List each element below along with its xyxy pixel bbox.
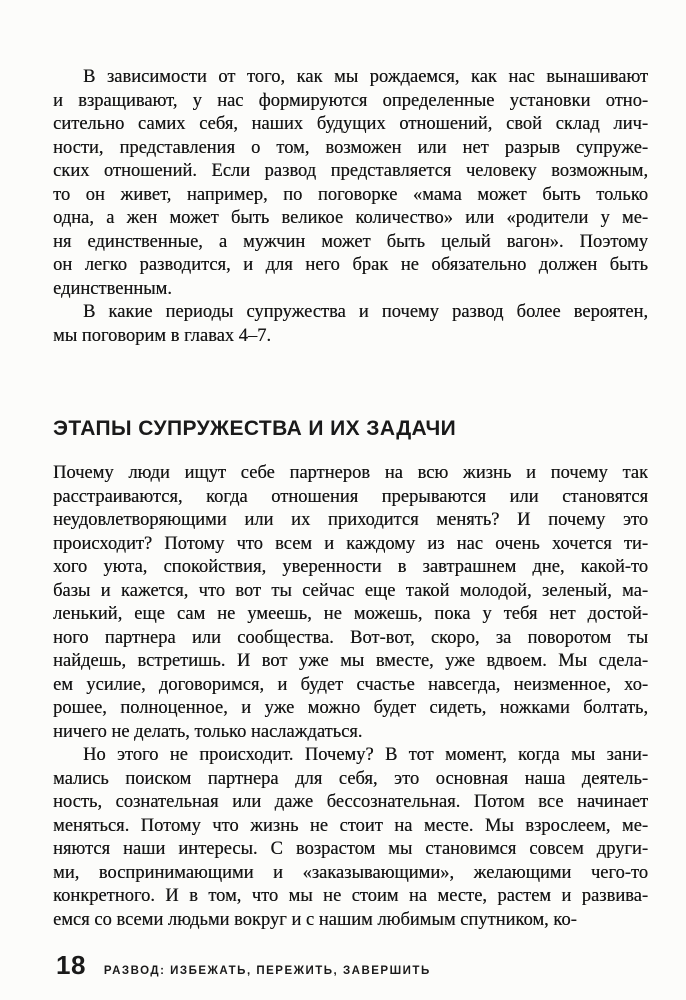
text-line: расстраиваются, когда отношения прерываются или становятся	[53, 486, 648, 507]
text-line: происходит? Потому что всем и каждому из нас очень хочется ти-	[53, 533, 648, 554]
section-heading: ЭТАПЫ СУПРУЖЕСТВА И ИХ ЗАДАЧИ	[53, 417, 457, 440]
text-line: одна, а жен может быть великое количество» или «родители у ме-	[53, 208, 648, 228]
text-line: В зависимости от того, как мы рождаемся, как нас вынашивают	[83, 67, 648, 87]
running-title: РАЗВОД: ИЗБЕЖАТЬ, ПЕРЕЖИТЬ, ЗАВЕРШИТЬ	[103, 965, 431, 977]
text-line: базы и кажется, что вот ты сейчас еще такой молодой, зеленый, ма-	[53, 580, 648, 601]
paragraph	[53, 744, 648, 932]
text-line: ность, сознательная или даже бессознательная. Потом все начинает	[53, 792, 648, 812]
paragraph	[53, 66, 648, 301]
text-line: ничего не делать, только наслаждаться.	[53, 721, 363, 742]
text-line: конкретного. И в том, что мы не стоим на месте, растем и развива-	[53, 886, 648, 906]
text-line: то он живет, например, по поговорке «мама может быть только	[53, 184, 648, 205]
text-line: ня единственные, а мужчин может быть целый вагон». Поэтому	[53, 231, 648, 252]
text-line: единственным.	[53, 278, 172, 299]
text-line: Почему люди ищут себе партнеров на всю жизнь и почему так	[53, 463, 648, 483]
page-footer	[56, 950, 431, 981]
page-text-block	[53, 66, 648, 932]
paragraph	[53, 462, 648, 744]
text-line: хого уюта, спокойствия, уверенности в завтрашнем дне, какой-то	[53, 557, 648, 577]
page-number: 18	[56, 950, 86, 980]
text-line: емся со всеми людьми вокруг и с нашим любимым спутником, ко-	[53, 909, 577, 930]
text-line: неудовлетворяющими или их приходится менять? И почему это	[53, 510, 648, 530]
text-line: мались поиском партнера для себя, это основная наша деятель-	[53, 768, 648, 789]
text-line: и взращивают, у нас формируются определенные установки отно-	[53, 90, 648, 111]
text-line: меняться. Потому что жизнь не стоит на месте. Мы взрослеем, ме-	[53, 815, 648, 836]
text-line: Но этого не происходит. Почему? В тот момент, когда мы зани-	[83, 745, 648, 765]
text-line: мы поговорим в главах 4–7.	[53, 325, 272, 346]
paragraph	[53, 301, 648, 348]
text-line: рошее, полноценное, и уже можно будет сидеть, ножками болтать,	[53, 698, 648, 718]
text-line: ми, воспринимающими и «заказывающими», желающими чего-то	[53, 862, 648, 883]
text-line: ских отношений. Если развод представляется человеку возможным,	[53, 161, 648, 181]
text-line: сительно самих себя, наших будущих отношений, свой склад лич-	[53, 114, 648, 134]
text-line: ности, представления о том, возможен или нет разрыв супруже-	[53, 137, 648, 158]
text-line: он легко разводится, и для него брак не обязательно должен быть	[53, 255, 648, 275]
text-line: ем усилие, договоримся, и будет счастье навсегда, неизменное, хо-	[53, 674, 648, 695]
text-line: няются наши интересы. С возрастом мы становимся совсем други-	[53, 839, 648, 859]
text-line: ленький, еще сам не умеешь, не можешь, пока у тебя нет достой-	[53, 604, 648, 624]
text-line: В какие периоды супружества и почему развод более вероятен,	[83, 302, 648, 322]
chapter-paragraphs	[53, 462, 648, 932]
intro-paragraphs	[53, 66, 648, 348]
text-line: найдешь, встретишь. И вот уже мы вместе, уже вдвоем. Мы сдела-	[53, 651, 648, 671]
text-line: ного партнера или сообщества. Вот-вот, скоро, за поворотом ты	[53, 627, 648, 648]
